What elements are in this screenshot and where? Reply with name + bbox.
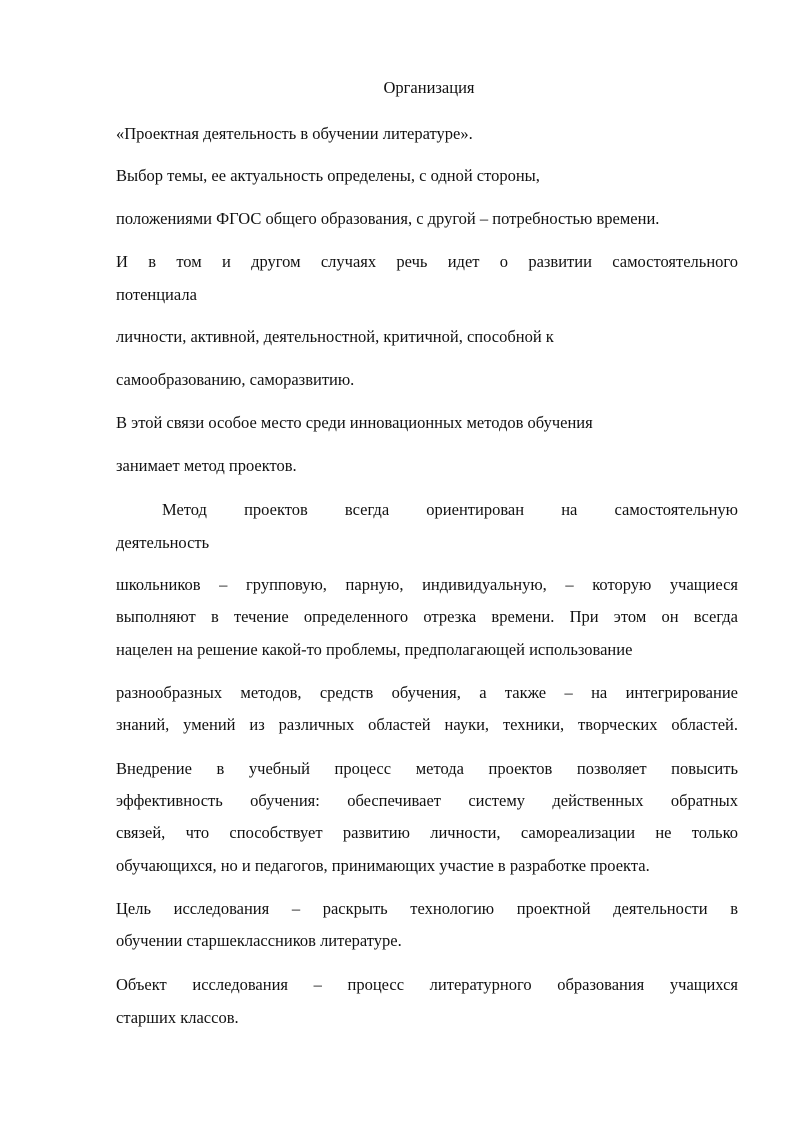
text-line: знаний, умений из различных областей науки, техники, творческих областей. — [116, 715, 738, 734]
text-line: выполняют в течение определенного отрезка времени. При этом он всегда — [116, 607, 738, 626]
text-line: И в том и другом случаях речь идет о развитии самостоятельного — [116, 252, 738, 271]
text-line: потенциала — [116, 285, 197, 304]
text-line: школьников – групповую, парную, индивидуальную, – которую учащиеся — [116, 575, 738, 594]
text-line: обучающихся, но и педагогов, принимающих участие в разработке проекта. — [116, 856, 650, 875]
text-line: эффективность обучения: обеспечивает систему действенных обратных — [116, 791, 738, 810]
text-line: занимает метод проектов. — [116, 456, 297, 475]
text-line: положениями ФГОС общего образования, с другой – потребностью времени. — [116, 209, 660, 228]
text-line: нацелен на решение какой-то проблемы, предполагающей использование — [116, 640, 633, 659]
text-line: Выбор темы, ее актуальность определены, с одной стороны, — [116, 166, 540, 185]
text-line: Внедрение в учебный процесс метода проектов позволяет повысить — [116, 759, 738, 778]
text-line: связей, что способствует развитию личности, самореализации не только — [116, 823, 738, 842]
text-line: личности, активной, деятельностной, критичной, способной к — [116, 327, 554, 346]
text-line: Цель исследования – раскрыть технологию проектной деятельности в — [116, 899, 738, 918]
text-line: обучении старшеклассников литературе. — [116, 931, 402, 950]
text-line: разнообразных методов, средств обучения, а также – на интегрирование — [116, 683, 738, 702]
document-heading: Организация — [383, 78, 475, 97]
text-line: Объект исследования – процесс литературного образования учащихся — [116, 975, 738, 994]
text-line: самообразованию, саморазвитию. — [116, 370, 355, 389]
text-line: В этой связи особое место среди инновационных методов обучения — [116, 413, 593, 432]
text-line: Метод проектов всегда ориентирован на самостоятельную — [162, 500, 738, 519]
text-line: «Проектная деятельность в обучении литературе». — [116, 124, 473, 143]
text-line: деятельность — [116, 533, 210, 552]
text-line: старших классов. — [116, 1008, 239, 1027]
